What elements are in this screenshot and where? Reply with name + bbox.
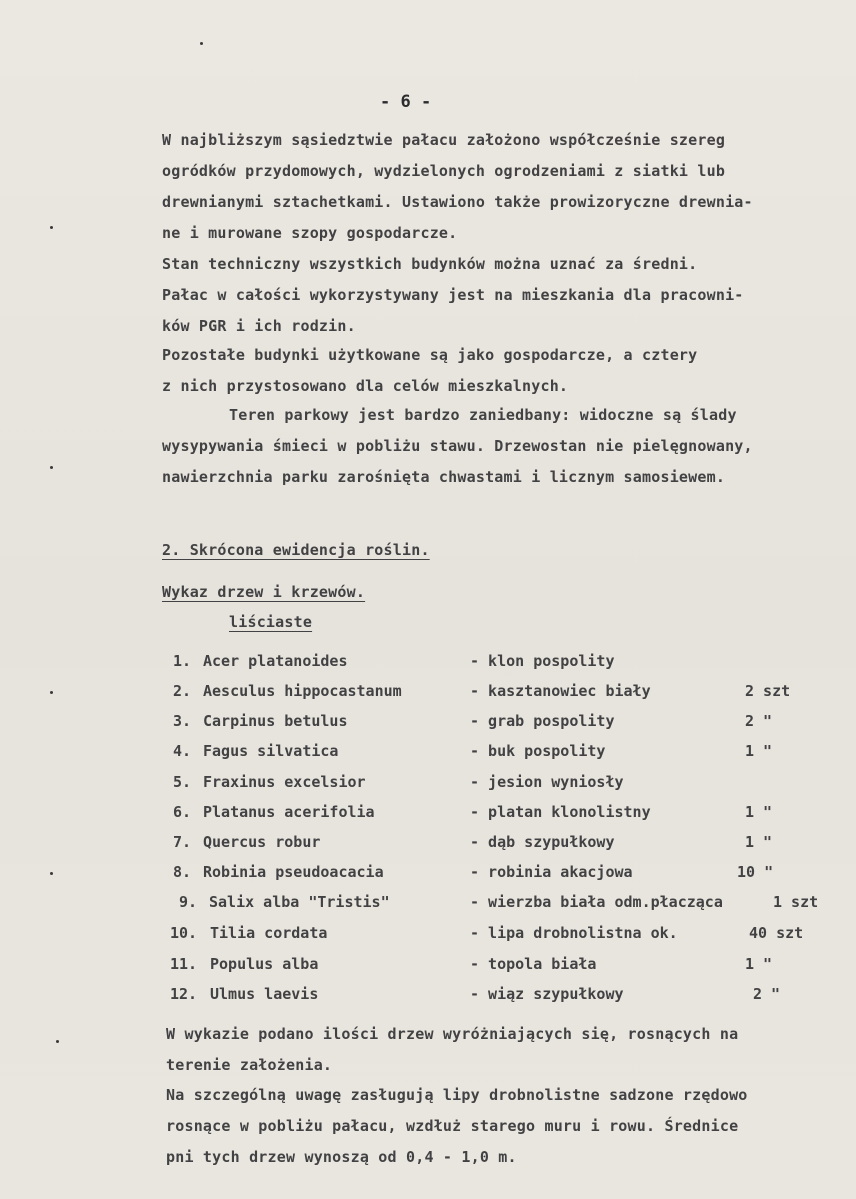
text-line: wysypywania śmieci w pobliżu stawu. Drzewostan nie pielęgnowany, — [162, 437, 753, 455]
text-line: nawierzchnia parku zarośnięta chwastami i licznym samosiewem. — [162, 468, 726, 486]
text-line: Stan techniczny wszystkich budynków można uznać za średni. — [162, 255, 698, 273]
item-number: 12. — [170, 985, 198, 1003]
item-number: 10. — [170, 924, 198, 942]
tree-count: 2 " — [745, 712, 773, 730]
page-number: - 6 - — [380, 92, 432, 112]
text-line: drewnianymi sztachetkami. Ustawiono także prowizoryczne drewnia- — [162, 193, 753, 211]
tree-count: 10 " — [737, 863, 774, 881]
punch-mark — [200, 42, 203, 45]
polish-name: - topola biała — [470, 955, 597, 973]
latin-name: Quercus robur — [203, 833, 321, 851]
latin-name: Fagus silvatica — [203, 742, 339, 760]
latin-name: Tilia cordata — [210, 924, 328, 942]
polish-name: - wierzba biała odm.płacząca — [470, 893, 723, 911]
section-heading: 2. Skrócona ewidencja roślin. — [162, 541, 430, 559]
polish-name: - jesion wyniosły — [470, 773, 624, 791]
polish-name: - klon pospolity — [470, 652, 615, 670]
item-number: 9. — [179, 893, 198, 911]
polish-name: - buk pospolity — [470, 742, 606, 760]
text-line: pni tych drzew wynoszą od 0,4 - 1,0 m. — [166, 1148, 517, 1166]
item-number: 5. — [173, 773, 192, 791]
tree-count: 40 szt — [749, 924, 804, 942]
polish-name: - wiąz szypułkowy — [470, 985, 624, 1003]
text-line: terenie założenia. — [166, 1056, 333, 1074]
list-item — [0, 803, 856, 825]
item-number: 3. — [173, 712, 192, 730]
latin-name: Carpinus betulus — [203, 712, 348, 730]
text-line: Pałac w całości wykorzystywany jest na mieszkania dla pracowni- — [162, 286, 744, 304]
polish-name: - lipa drobnolistna ok. — [470, 924, 678, 942]
list-item — [0, 924, 856, 946]
latin-name: Populus alba — [210, 955, 319, 973]
item-number: 6. — [173, 803, 192, 821]
latin-name: Fraxinus excelsior — [203, 773, 366, 791]
polish-name: - robinia akacjowa — [470, 863, 633, 881]
text-line: Na szczególną uwagę zasługują lipy drobnolistne sadzone rzędowo — [166, 1086, 748, 1104]
list-item — [0, 833, 856, 855]
list-item — [0, 742, 856, 764]
tree-count: 1 " — [745, 803, 773, 821]
item-number: 7. — [173, 833, 192, 851]
punch-mark — [50, 226, 53, 229]
text-line: z nich przystosowano dla celów mieszkalnych. — [162, 377, 569, 395]
polish-name: - dąb szypułkowy — [470, 833, 615, 851]
latin-name: Platanus acerifolia — [203, 803, 375, 821]
punch-mark — [56, 1040, 59, 1043]
list-item — [0, 652, 856, 674]
latin-name: Salix alba "Tristis" — [209, 893, 390, 911]
text-line: Pozostałe budynki użytkowane są jako gospodarcze, a cztery — [162, 346, 698, 364]
list-item — [0, 955, 856, 977]
list-item — [0, 712, 856, 734]
text-line: ków PGR i ich rodzin. — [162, 317, 356, 335]
text-line: ogródków przydomowych, wydzielonych ogrodzeniami z siatki lub — [162, 162, 726, 180]
latin-name: Aesculus hippocastanum — [203, 682, 402, 700]
polish-name: - grab pospolity — [470, 712, 615, 730]
item-number: 8. — [173, 863, 192, 881]
list-subheading: Wykaz drzew i krzewów. — [162, 583, 366, 601]
text-line: W najbliższym sąsiedztwie pałacu założono współcześnie szereg — [162, 131, 726, 149]
latin-name: Ulmus laevis — [210, 985, 319, 1003]
punch-mark — [50, 466, 53, 469]
latin-name: Robinia pseudoacacia — [203, 863, 384, 881]
tree-count: 2 " — [753, 985, 781, 1003]
group-heading: liściaste — [229, 613, 313, 631]
item-number: 4. — [173, 742, 192, 760]
item-number: 1. — [173, 652, 192, 670]
list-item — [0, 773, 856, 795]
polish-name: - kasztanowiec biały — [470, 682, 651, 700]
text-line: W wykazie podano ilości drzew wyróżniających się, rosnących na — [166, 1025, 739, 1043]
tree-count: 1 " — [745, 955, 773, 973]
list-item — [0, 863, 856, 885]
item-number: 11. — [170, 955, 198, 973]
list-item — [0, 985, 856, 1007]
tree-count: 1 " — [745, 742, 773, 760]
tree-count: 1 szt — [773, 893, 819, 911]
text-line: rosnące w pobliżu pałacu, wzdłuż starego muru i rowu. Średnice — [166, 1117, 739, 1135]
latin-name: Acer platanoides — [203, 652, 348, 670]
tree-count: 1 " — [745, 833, 773, 851]
tree-count: 2 szt — [745, 682, 791, 700]
list-item — [0, 893, 856, 915]
text-line: ne i murowane szopy gospodarcze. — [162, 224, 458, 242]
list-item — [0, 682, 856, 704]
polish-name: - platan klonolistny — [470, 803, 651, 821]
item-number: 2. — [173, 682, 192, 700]
text-line: Teren parkowy jest bardzo zaniedbany: widoczne są ślady — [229, 406, 737, 424]
